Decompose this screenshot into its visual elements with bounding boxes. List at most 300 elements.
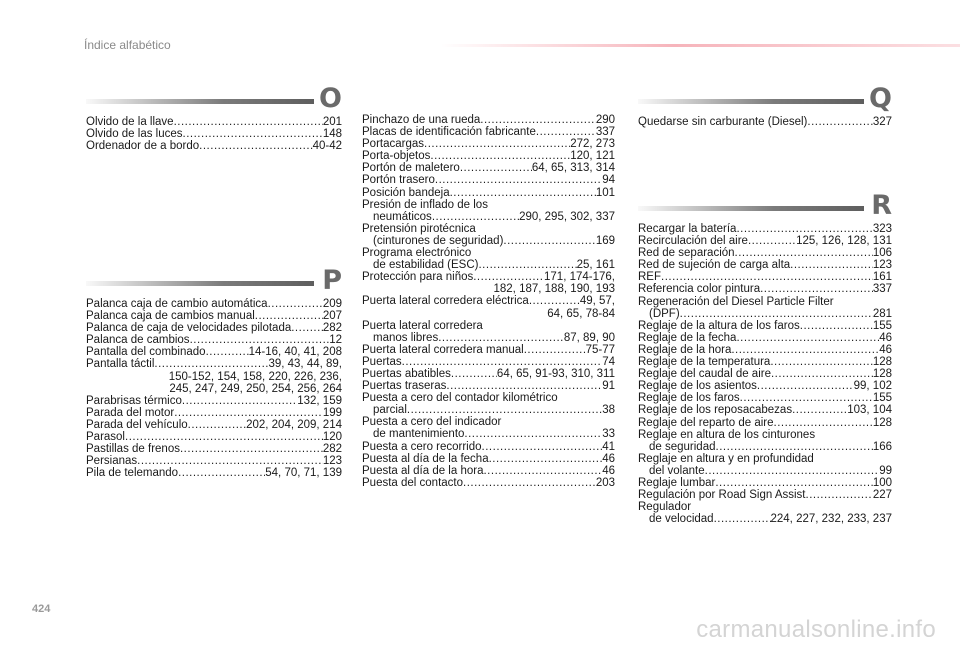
index-entry	[86, 407, 342, 419]
entry-heading: Puerta lateral corredera	[362, 319, 483, 332]
index-entry-line	[638, 392, 892, 404]
index-entry	[638, 271, 892, 283]
section-header-r	[638, 189, 892, 223]
leader-dots	[716, 441, 873, 453]
leader-dots	[480, 114, 596, 126]
index-entry-line	[86, 395, 342, 407]
index-entry-line	[362, 114, 615, 126]
index-entry	[86, 358, 342, 394]
index-entry-line	[362, 235, 615, 247]
entry-pages-continuation: 150-152, 154, 158, 220, 226, 236,	[168, 370, 342, 383]
entry-pages: 33	[602, 428, 615, 441]
index-entry	[362, 295, 615, 319]
entry-term: Puertas traseras	[362, 380, 447, 393]
index-entry	[362, 356, 615, 368]
index-entry	[362, 174, 615, 186]
entry-term: Palanca caja de cambios manual	[86, 310, 255, 323]
leader-dots	[790, 259, 873, 271]
entry-heading: Reglaje en altura de los cinturones	[638, 428, 816, 441]
leader-dots	[735, 247, 873, 259]
leader-dots	[174, 407, 323, 419]
index-entry-line	[362, 332, 615, 344]
leader-dots	[450, 187, 596, 199]
entry-term: Posición bandeja	[362, 186, 450, 199]
leader-dots	[503, 235, 595, 247]
index-entry	[638, 356, 892, 368]
index-entry-line	[638, 259, 892, 271]
leader-dots	[489, 453, 603, 465]
index-entry-line	[362, 368, 615, 380]
leader-dots	[736, 223, 872, 235]
index-entry-line	[86, 419, 342, 431]
leader-dots	[792, 404, 847, 416]
entry-pages: 171, 174-176,	[544, 271, 615, 284]
entry-term: Pantalla del combinado	[86, 346, 206, 359]
entry-pages: 123	[872, 259, 892, 272]
index-entry-line	[86, 322, 342, 334]
entry-pages-continuation: 64, 65, 78-84	[547, 307, 615, 320]
leader-dots	[438, 332, 564, 344]
leader-dots	[770, 356, 872, 368]
index-entry	[638, 368, 892, 380]
index-entry-line	[362, 380, 615, 392]
entry-term: Red de separación	[638, 247, 735, 260]
index-entry-line	[362, 187, 615, 199]
entry-term: manos libres	[373, 331, 439, 344]
entry-pages: 64, 65, 91-93, 310, 311	[496, 367, 615, 380]
entry-pages: 282	[322, 443, 342, 456]
index-entry	[638, 247, 892, 259]
entry-term: Pinchazo de una rueda	[362, 114, 481, 126]
entry-pages: 40-42	[312, 140, 342, 153]
entry-term: Pantalla táctil	[86, 358, 155, 371]
entry-term: del volante	[649, 464, 705, 477]
index-entry	[638, 429, 892, 453]
entry-term: Reglaje de la hora	[638, 343, 732, 356]
leader-dots	[740, 392, 873, 404]
leader-dots	[483, 465, 602, 477]
index-entry-line	[638, 308, 892, 320]
header-decorative-rule	[440, 44, 960, 47]
leader-dots	[268, 298, 323, 310]
entry-heading: Regulador	[638, 501, 692, 514]
entry-term: Regulación por Road Sign Assist	[638, 489, 806, 502]
entry-term: Placas de identificación fabricante	[362, 126, 536, 139]
entry-pages: 272, 273	[570, 138, 615, 151]
index-entry-line	[638, 417, 892, 429]
index-entry-line	[86, 407, 342, 419]
leader-dots	[255, 310, 323, 322]
leader-dots	[661, 271, 873, 283]
entry-term: Portacargas	[362, 138, 425, 151]
entry-pages: 201	[322, 116, 342, 128]
leader-dots	[771, 368, 873, 380]
entry-pages: 94	[602, 174, 615, 187]
index-entry-line	[86, 310, 342, 322]
index-entry-line	[638, 441, 892, 453]
section-divider-bar	[86, 99, 314, 104]
index-list-p	[86, 298, 342, 479]
entry-term: Portón trasero	[362, 174, 435, 187]
index-list-q	[638, 116, 892, 128]
entry-heading: Regeneración del Diesel Particle Filter	[638, 295, 834, 308]
index-entry	[362, 126, 615, 138]
leader-dots	[463, 477, 596, 489]
index-entry	[638, 453, 892, 477]
leader-dots	[424, 138, 570, 150]
index-entry	[638, 235, 892, 247]
entry-pages: 25, 161	[576, 259, 615, 272]
entry-pages: 46	[879, 331, 892, 344]
entry-term: de seguridad	[649, 440, 716, 453]
index-entry	[362, 441, 615, 453]
index-entry	[638, 320, 892, 332]
leader-dots	[137, 455, 323, 467]
index-entry-line	[86, 455, 342, 467]
index-entry-line	[638, 477, 892, 489]
section-header-q	[638, 82, 892, 116]
entry-pages: 199	[322, 406, 342, 419]
entry-pages: 54, 70, 71, 139	[265, 467, 342, 480]
entry-pages: 166	[872, 440, 892, 453]
entry-heading: Puesta a cero del indicador	[362, 416, 502, 429]
entry-pages: 64, 65, 313, 314	[531, 162, 615, 175]
index-entry	[638, 332, 892, 344]
entry-term: Pastillas de frenos	[86, 443, 180, 456]
index-entry-line	[638, 368, 892, 380]
entry-term: de mantenimiento	[373, 428, 465, 441]
index-list-o	[86, 116, 342, 152]
index-entry-line	[362, 150, 615, 162]
index-entry-line	[638, 380, 892, 392]
index-entry	[362, 114, 615, 126]
index-entry-line	[362, 344, 615, 356]
leader-dots	[757, 380, 854, 392]
entry-pages: 99	[879, 464, 892, 477]
index-entry	[86, 322, 342, 334]
entry-term: REF	[638, 271, 661, 284]
entry-term: Reglaje lumbar	[638, 476, 716, 489]
index-entry	[86, 128, 342, 140]
index-entry-line	[362, 174, 615, 186]
leader-dots	[806, 489, 873, 501]
section-divider-bar	[86, 281, 314, 286]
index-column-2	[362, 114, 615, 489]
entry-pages: 120	[322, 431, 342, 444]
entry-pages: 39, 43, 44, 89,	[268, 358, 342, 371]
entry-term: Persianas	[86, 455, 138, 468]
entry-term: Puertas	[362, 355, 402, 368]
leader-dots	[473, 271, 544, 283]
entry-pages: 100	[872, 476, 892, 489]
leader-dots	[182, 395, 297, 407]
index-entry-line	[638, 513, 892, 525]
index-entry	[86, 467, 342, 479]
leader-dots	[174, 116, 323, 128]
index-entry-line	[362, 453, 615, 465]
index-entry-line	[638, 223, 892, 235]
index-entry	[86, 334, 342, 346]
entry-term: Pila de telemando	[86, 467, 179, 480]
entry-term: Puerta lateral corredera eléctrica	[362, 295, 529, 308]
leader-dots	[482, 441, 603, 453]
entry-pages: 337	[872, 283, 892, 296]
entry-term: Reglaje del caudal de aire	[638, 368, 771, 381]
entry-pages: 203	[595, 476, 615, 489]
entry-pages: 155	[872, 319, 892, 332]
index-entry-line	[638, 332, 892, 344]
entry-pages: 202, 204, 209, 214	[246, 418, 342, 431]
index-entry-line	[362, 477, 615, 489]
leader-dots	[705, 465, 880, 477]
leader-dots	[407, 404, 602, 416]
entry-pages: 46	[879, 343, 892, 356]
entry-pages: 224, 227, 232, 233, 237	[770, 513, 892, 526]
index-entry-line	[86, 358, 342, 370]
index-entry-line	[638, 489, 892, 501]
index-entry-line	[86, 431, 342, 443]
entry-pages: 169	[595, 234, 615, 247]
index-entry	[638, 259, 892, 271]
index-entry-line	[638, 320, 892, 332]
section-header-o	[86, 82, 342, 116]
leader-dots	[807, 116, 872, 128]
entry-term: Puesta del contacto	[362, 476, 464, 489]
index-entry	[362, 380, 615, 392]
leader-dots	[430, 150, 570, 162]
index-entry	[362, 199, 615, 223]
index-entry-line	[638, 235, 892, 247]
leader-dots	[199, 140, 312, 152]
entry-term: Palanca de caja de velocidades pilotada	[86, 322, 292, 335]
index-column-3-r	[638, 189, 892, 525]
index-entry	[362, 138, 615, 150]
section-divider-bar	[638, 99, 864, 104]
entry-term: de velocidad	[649, 513, 714, 526]
entry-pages: 49, 57,	[579, 295, 615, 308]
index-entry	[638, 296, 892, 320]
leader-dots	[774, 417, 873, 429]
leader-dots	[529, 295, 580, 307]
index-entry	[86, 443, 342, 455]
leader-dots	[731, 344, 879, 356]
index-entry-line	[638, 356, 892, 368]
index-entry-line	[362, 295, 615, 307]
entry-term: Puesta a cero recorrido	[362, 440, 482, 453]
index-column-1-p	[86, 264, 342, 479]
entry-term: Reglaje de los reposacabezas	[638, 404, 793, 417]
section-letter-r: R	[871, 190, 892, 221]
entry-heading: Reglaje en altura y en profundidad	[638, 452, 814, 465]
leader-dots	[748, 235, 796, 247]
leader-dots	[432, 211, 519, 223]
index-entry-line	[362, 356, 615, 368]
index-entry	[86, 431, 342, 443]
index-entry	[362, 247, 615, 271]
index-entry	[362, 150, 615, 162]
entry-pages: 282	[322, 322, 342, 335]
entry-term: Puertas abatibles	[362, 367, 451, 380]
leader-dots	[206, 346, 249, 358]
index-entry-line	[362, 162, 615, 174]
index-entry	[638, 283, 892, 295]
entry-pages: 12	[329, 334, 342, 347]
index-entry-line	[362, 428, 615, 440]
entry-pages: 106	[872, 247, 892, 260]
index-entry	[86, 298, 342, 310]
index-entry-line	[638, 465, 892, 477]
entry-term: (DPF)	[649, 307, 680, 320]
entry-pages: 46	[602, 452, 615, 465]
index-entry-line	[86, 467, 342, 479]
entry-pages: 91	[602, 380, 615, 393]
index-entry-line	[362, 138, 615, 150]
entry-term: de estabilidad (ESC)	[373, 259, 479, 272]
index-entry-line	[362, 211, 615, 223]
section-letter-p: P	[322, 265, 342, 296]
index-entry	[362, 320, 615, 344]
leader-dots	[524, 344, 586, 356]
index-entry	[638, 380, 892, 392]
leader-dots	[680, 308, 873, 320]
entry-pages: 123	[322, 455, 342, 468]
entry-pages: 281	[872, 307, 892, 320]
index-entry-line	[638, 283, 892, 295]
leader-dots	[451, 368, 497, 380]
entry-heading: Puesta a cero del contador kilométrico	[362, 392, 558, 405]
leader-dots	[183, 128, 323, 140]
entry-term: Puesta al día de la fecha	[362, 452, 489, 465]
entry-pages: 101	[595, 186, 615, 199]
index-entry	[638, 489, 892, 501]
entry-pages: 38	[602, 404, 615, 417]
index-entry	[86, 346, 342, 358]
index-entry	[86, 455, 342, 467]
entry-term: Protección para niños	[362, 271, 474, 284]
leader-dots	[736, 332, 879, 344]
entry-pages: 75-77	[585, 343, 615, 356]
entry-term: Reglaje de la temperatura	[638, 356, 771, 369]
entry-pages: 46	[602, 464, 615, 477]
index-entry-line	[362, 465, 615, 477]
leader-dots	[715, 477, 872, 489]
entry-pages: 148	[322, 128, 342, 141]
entry-term: Red de sujeción de carga alta	[638, 259, 791, 272]
entry-pages: 290, 295, 302, 337	[519, 210, 615, 223]
index-entry-line	[638, 404, 892, 416]
entry-pages: 290	[595, 114, 615, 126]
entry-term: Porta-objetos	[362, 150, 431, 163]
index-entry	[362, 344, 615, 356]
leader-dots	[464, 428, 602, 440]
index-entry	[86, 140, 342, 152]
index-entry	[638, 392, 892, 404]
entry-pages: 87, 89, 90	[563, 331, 615, 344]
entry-pages: 74	[602, 355, 615, 368]
entry-term: Recargar la batería	[638, 223, 737, 235]
entry-term: Parada del motor	[86, 406, 175, 419]
leader-dots	[714, 513, 771, 525]
leader-dots	[760, 283, 873, 295]
entry-term: Reglaje de la fecha	[638, 331, 737, 344]
entry-pages: 227	[872, 489, 892, 502]
watermark: carmanualsonline.info	[696, 616, 936, 643]
entry-term: Reglaje de los asientos	[638, 380, 757, 393]
leader-dots	[291, 322, 323, 334]
index-entry	[638, 477, 892, 489]
index-entry-line	[86, 140, 342, 152]
index-entry	[638, 344, 892, 356]
index-entry-line	[86, 128, 342, 140]
entry-term: Puesta al día de la hora	[362, 464, 484, 477]
page-header-title: Índice alfabético	[84, 38, 171, 52]
index-list-p-continued	[362, 114, 615, 489]
index-entry	[638, 404, 892, 416]
entry-pages: 41	[602, 440, 615, 453]
entry-term: Parasol	[86, 431, 125, 444]
leader-dots	[154, 358, 268, 370]
entry-pages: 99, 102	[853, 380, 892, 393]
entry-term: Reglaje del reparto de aire	[638, 416, 774, 429]
entry-term: Ordenador de a bordo	[86, 140, 200, 153]
index-entry-line	[362, 404, 615, 416]
entry-pages: 14-16, 40, 41, 208	[248, 346, 342, 359]
index-entry	[362, 416, 615, 440]
section-letter-o: O	[319, 83, 342, 114]
entry-pages-continuation: 182, 187, 188, 190, 193	[493, 283, 615, 296]
index-entry	[362, 162, 615, 174]
index-entry-line	[362, 271, 615, 283]
entry-term: Puerta lateral corredera manual	[362, 343, 524, 356]
index-entry-line	[86, 334, 342, 346]
leader-dots	[446, 380, 602, 392]
entry-pages: 128	[872, 368, 892, 381]
entry-term: neumáticos	[373, 210, 432, 223]
index-entry-line	[362, 441, 615, 453]
entry-pages: 327	[872, 116, 892, 128]
entry-term: parcial	[373, 404, 407, 417]
index-entry	[362, 368, 615, 380]
leader-dots	[190, 334, 330, 346]
entry-pages: 323	[872, 223, 892, 235]
index-entry	[362, 187, 615, 199]
entry-term: Reglaje de la altura de los faros	[638, 319, 800, 332]
leader-dots	[460, 162, 532, 174]
entry-term: Quedarse sin carburante (Diesel)	[638, 116, 808, 128]
entry-term: Parada del vehículo	[86, 418, 188, 431]
entry-term: Recirculación del aire	[638, 235, 748, 248]
index-entry	[86, 310, 342, 322]
entry-heading: Presión de inflado de los	[362, 198, 488, 211]
entry-pages: 161	[872, 271, 892, 284]
index-column-3	[638, 82, 892, 128]
index-entry	[86, 419, 342, 431]
index-entry-line	[86, 116, 342, 128]
leader-dots	[402, 356, 603, 368]
index-entry	[362, 271, 615, 295]
leader-dots	[188, 419, 246, 431]
section-divider-bar	[638, 206, 864, 211]
index-entry-line	[638, 116, 892, 128]
index-entry	[638, 501, 892, 525]
entry-term: Olvido de las luces	[86, 128, 183, 141]
index-entry-line	[86, 346, 342, 358]
entry-pages: 132, 159	[297, 394, 342, 407]
leader-dots	[178, 467, 265, 479]
index-entry	[362, 223, 615, 247]
entry-term: Referencia color pintura	[638, 283, 761, 296]
leader-dots	[800, 320, 873, 332]
